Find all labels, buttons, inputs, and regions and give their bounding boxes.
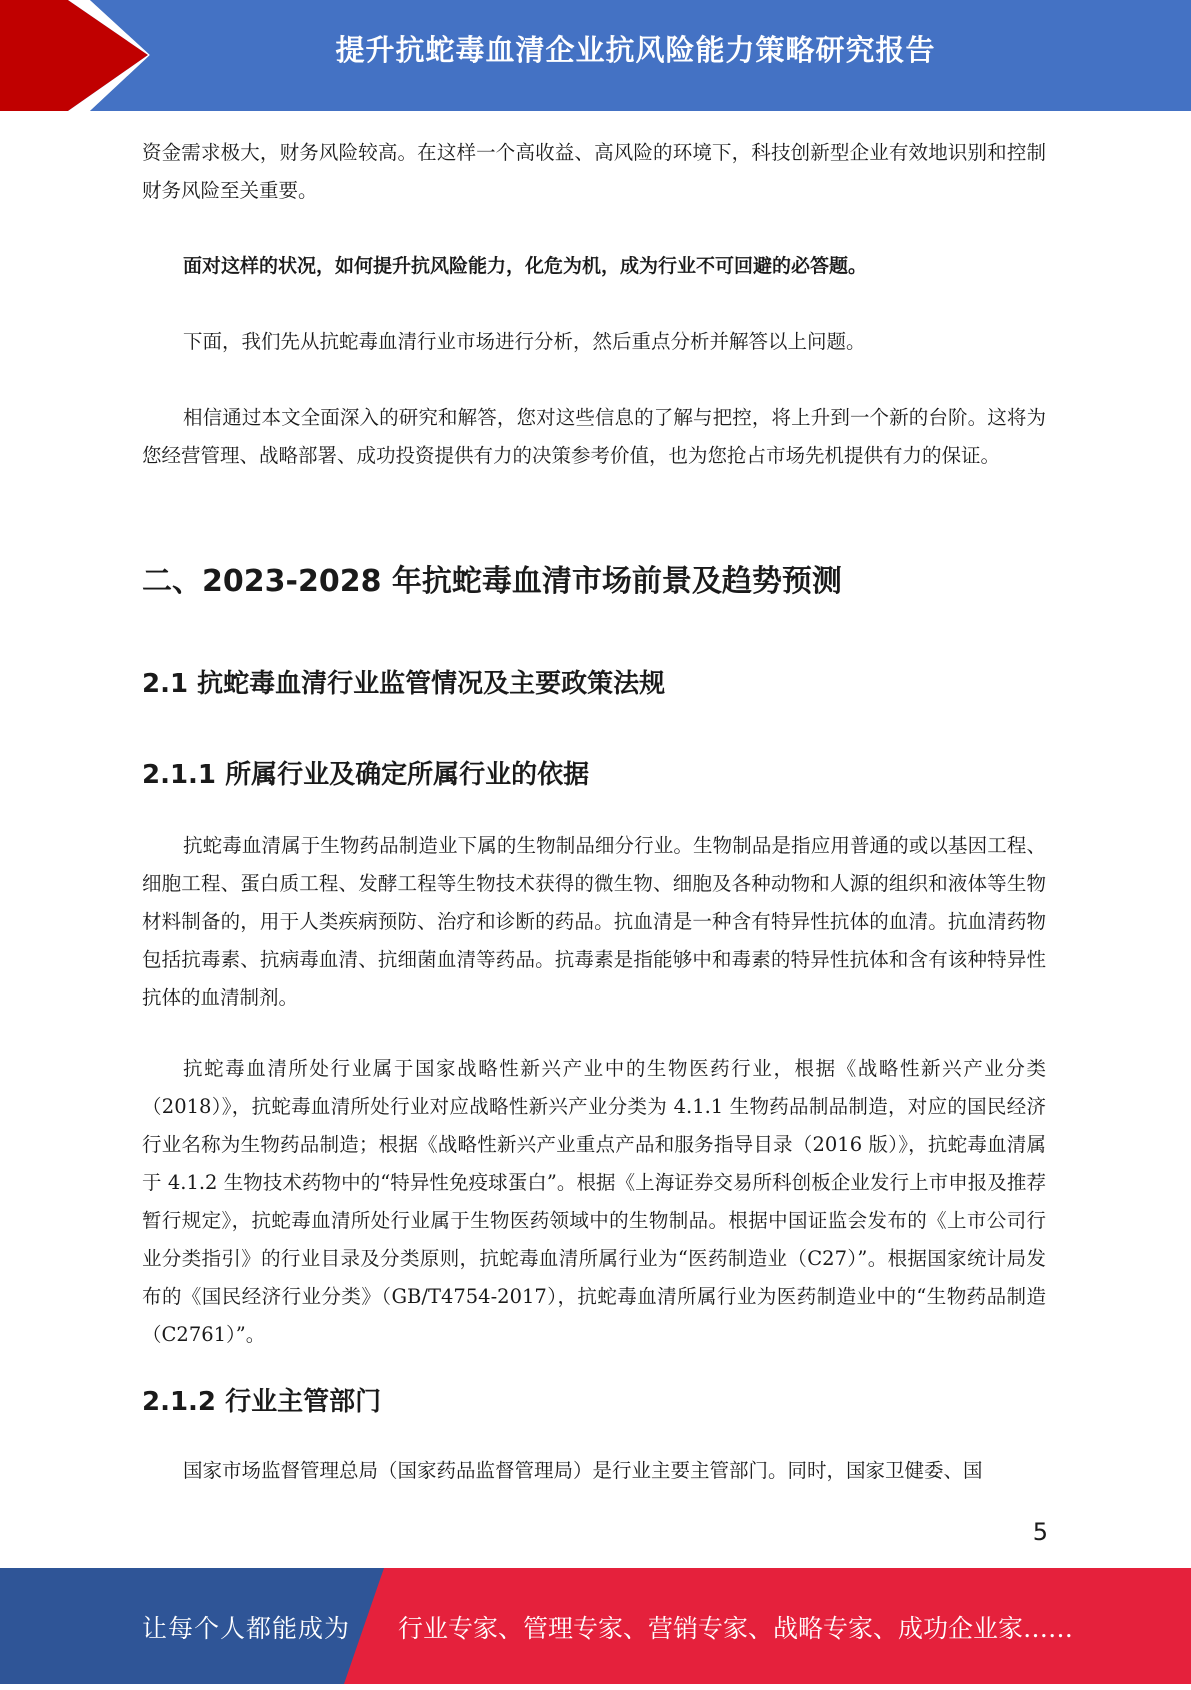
paragraph-industry-definition: 抗蛇毒血清属于生物药品制造业下属的生物制品细分行业。生物制品是指应用普通的或以基因工程、细胞工程、蛋白质工程、发酵工程等生物技术获得的微生物、细胞及各种动物和人源的组织和液体等生物材料制备的，用于人类疾病预防、治疗和诊断的药品。抗血清是一种含有特异性抗体的血清。抗血清药物包括抗毒素、抗病毒血清、抗细菌血清等药品。抗毒素是指能够中和毒素的特异性抗体和含有该种特异性抗体的血清制剂。 — [142, 834, 1046, 1009]
paragraph-regulatory-authority: 国家市场监督管理总局（国家药品监督管理局）是行业主要主管部门。同时，国家卫健委、国 — [183, 1459, 983, 1482]
subsection-heading-2-1-2: 2.1.2 行业主管部门 — [142, 1387, 382, 1417]
paragraph-analysis-intro: 下面，我们先从抗蛇毒血清行业市场进行分析，然后重点分析并解答以上问题。 — [183, 330, 866, 353]
page-header — [0, 0, 1191, 111]
subsection-heading-2-1: 2.1 抗蛇毒血清行业监管情况及主要政策法规 — [142, 669, 666, 699]
section-heading-2: 二、2023-2028 年抗蛇毒血清市场前景及趋势预测 — [142, 564, 842, 599]
paragraph-financial-risk: 资金需求极大，财务风险较高。在这样一个高收益、高风险的环境下，科技创新型企业有效地识别和控制财务风险至关重要。 — [142, 141, 1046, 202]
header-title: 提升抗蛇毒血清企业抗风险能力策略研究报告 — [335, 33, 936, 67]
footer-slogan-right: 行业专家、管理专家、营销专家、战略专家、成功企业家…… — [398, 1614, 1074, 1643]
page-footer — [0, 1568, 1191, 1684]
paragraph-industry-classification: 抗蛇毒血清所处行业属于国家战略性新兴产业中的生物医药行业，根据《战略性新兴产业分类（2018）》，抗蛇毒血清所处行业对应战略性新兴产业分类为 4.1.1 生物药品制品制造，对应的国民经济行业名称为生物药品制造；根据《战略性新兴产业重点产品和服务指导目录（2016 版）》，抗蛇毒血清属于 4.1.2 生物技术药物中的“特异性免疫球蛋白”。根据《上海证券交易所科创板企业发行上市申报及推荐暂行规定》，抗蛇毒血清所处行业属于生物医药领域中的生物制品。根据中国证监会发布的《上市公司行业分类指引》的行业目录及分类原则，抗蛇毒血清所属行业为“医药制造业（C27）”。根据国家统计局发布的《国民经济行业分类》（GB/T4754-2017），抗蛇毒血清所属行业为医药制造业中的“生物药品制造（C2761）”。 — [142, 1057, 1046, 1346]
subsection-heading-2-1-1: 2.1.1 所属行业及确定所属行业的依据 — [142, 760, 590, 790]
paragraph-key-question: 面对这样的状况，如何提升抗风险能力，化危为机，成为行业不可回避的必答题。 — [183, 255, 868, 277]
paragraph-value-statement: 相信通过本文全面深入的研究和解答，您对这些信息的了解与把控，将上升到一个新的台阶。这将为您经营管理、战略部署、成功投资提供有力的决策参考价值，也为您抢占市场先机提供有力的保证。 — [142, 406, 1046, 467]
footer-slogan-left: 让每个人都能成为 — [142, 1614, 351, 1643]
page-number: 5 — [1032, 1518, 1048, 1546]
